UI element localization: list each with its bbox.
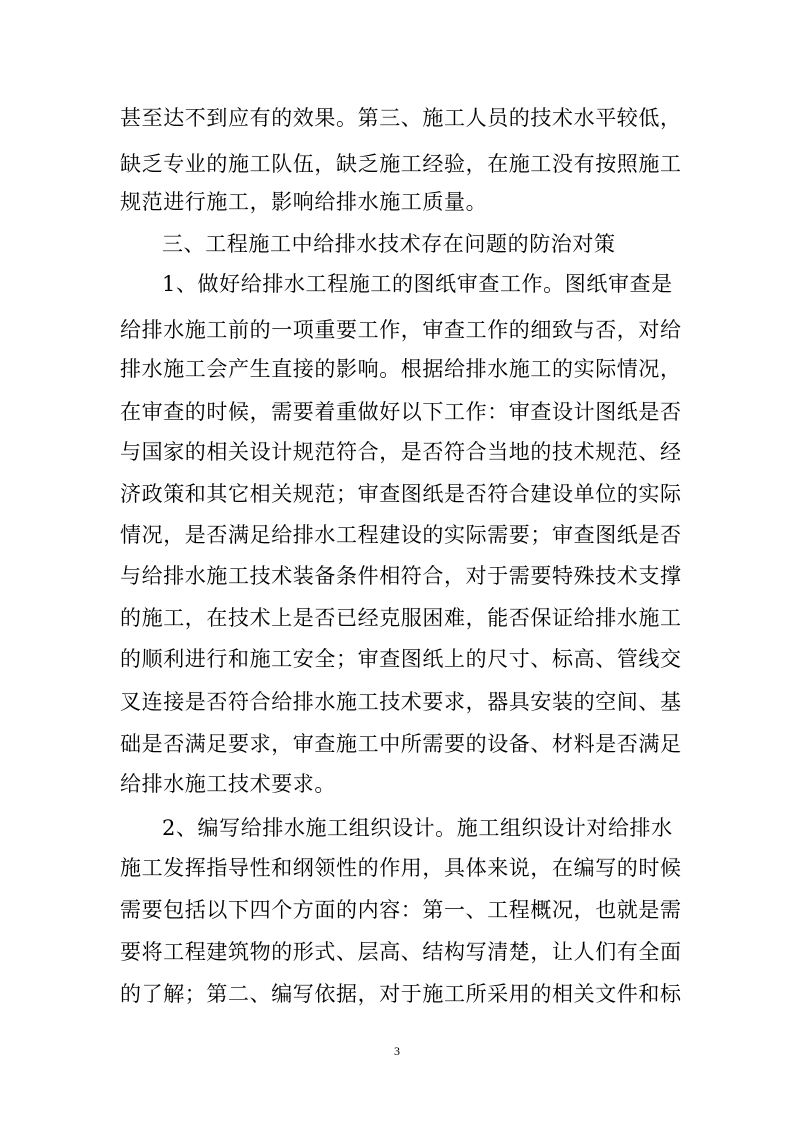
section-heading: 三、工程施工中给排水技术存在问题的防治对策: [162, 232, 616, 256]
text-line: 与给排水施工技术装备条件相符合，对于需要特殊技术支撑: [120, 564, 682, 588]
paragraph-start-line: 1、做好给排水工程施工的图纸审查工作。图纸审查是: [162, 272, 673, 296]
text-line: 的施工，在技术上是否已经克服困难，能否保证给排水施工: [120, 606, 682, 630]
page-number: 3: [394, 1044, 400, 1058]
text-line: 情况，是否满足给排水工程建设的实际需要；审查图纸是否: [120, 523, 682, 547]
text-line: 排水施工会产生直接的影响。根据给排水施工的实际情况，: [120, 357, 682, 381]
text-line: 的顺利进行和施工安全；审查图纸上的尺寸、标高、管线交: [120, 647, 682, 671]
text-line: 叉连接是否符合给排水施工技术要求，器具安装的空间、基: [120, 690, 682, 714]
text-line: 规范进行施工，影响给排水施工质量。: [120, 190, 488, 214]
text-line: 给排水施工前的一项重要工作，审查工作的细致与否，对给: [120, 318, 682, 342]
text-line: 给排水施工技术要求。: [120, 772, 336, 796]
text-line: 施工发挥指导性和纲领性的作用，具体来说，在编写的时候: [120, 856, 682, 880]
text-line: 础是否满足要求，审查施工中所需要的设备、材料是否满足: [120, 732, 682, 756]
text-line: 与国家的相关设计规范符合，是否符合当地的技术规范、经: [120, 440, 682, 464]
text-line: 甚至达不到应有的效果。第三、施工人员的技术水平较低，: [120, 106, 682, 130]
text-line: 缺乏专业的施工队伍，缺乏施工经验，在施工没有按照施工: [120, 152, 682, 176]
text-line: 要将工程建筑物的形式、层高、结构写清楚，让人们有全面: [120, 940, 682, 964]
text-line: 在审查的时候，需要着重做好以下工作：审查设计图纸是否: [120, 400, 682, 424]
paragraph-start-line: 2、编写给排水施工组织设计。施工组织设计对给排水: [162, 816, 673, 840]
text-line: 的了解；第二、编写依据，对于施工所采用的相关文件和标: [120, 982, 682, 1006]
text-line: 济政策和其它相关规范；审查图纸是否符合建设单位的实际: [120, 482, 682, 506]
text-line: 需要包括以下四个方面的内容：第一、工程概况，也就是需: [120, 898, 682, 922]
